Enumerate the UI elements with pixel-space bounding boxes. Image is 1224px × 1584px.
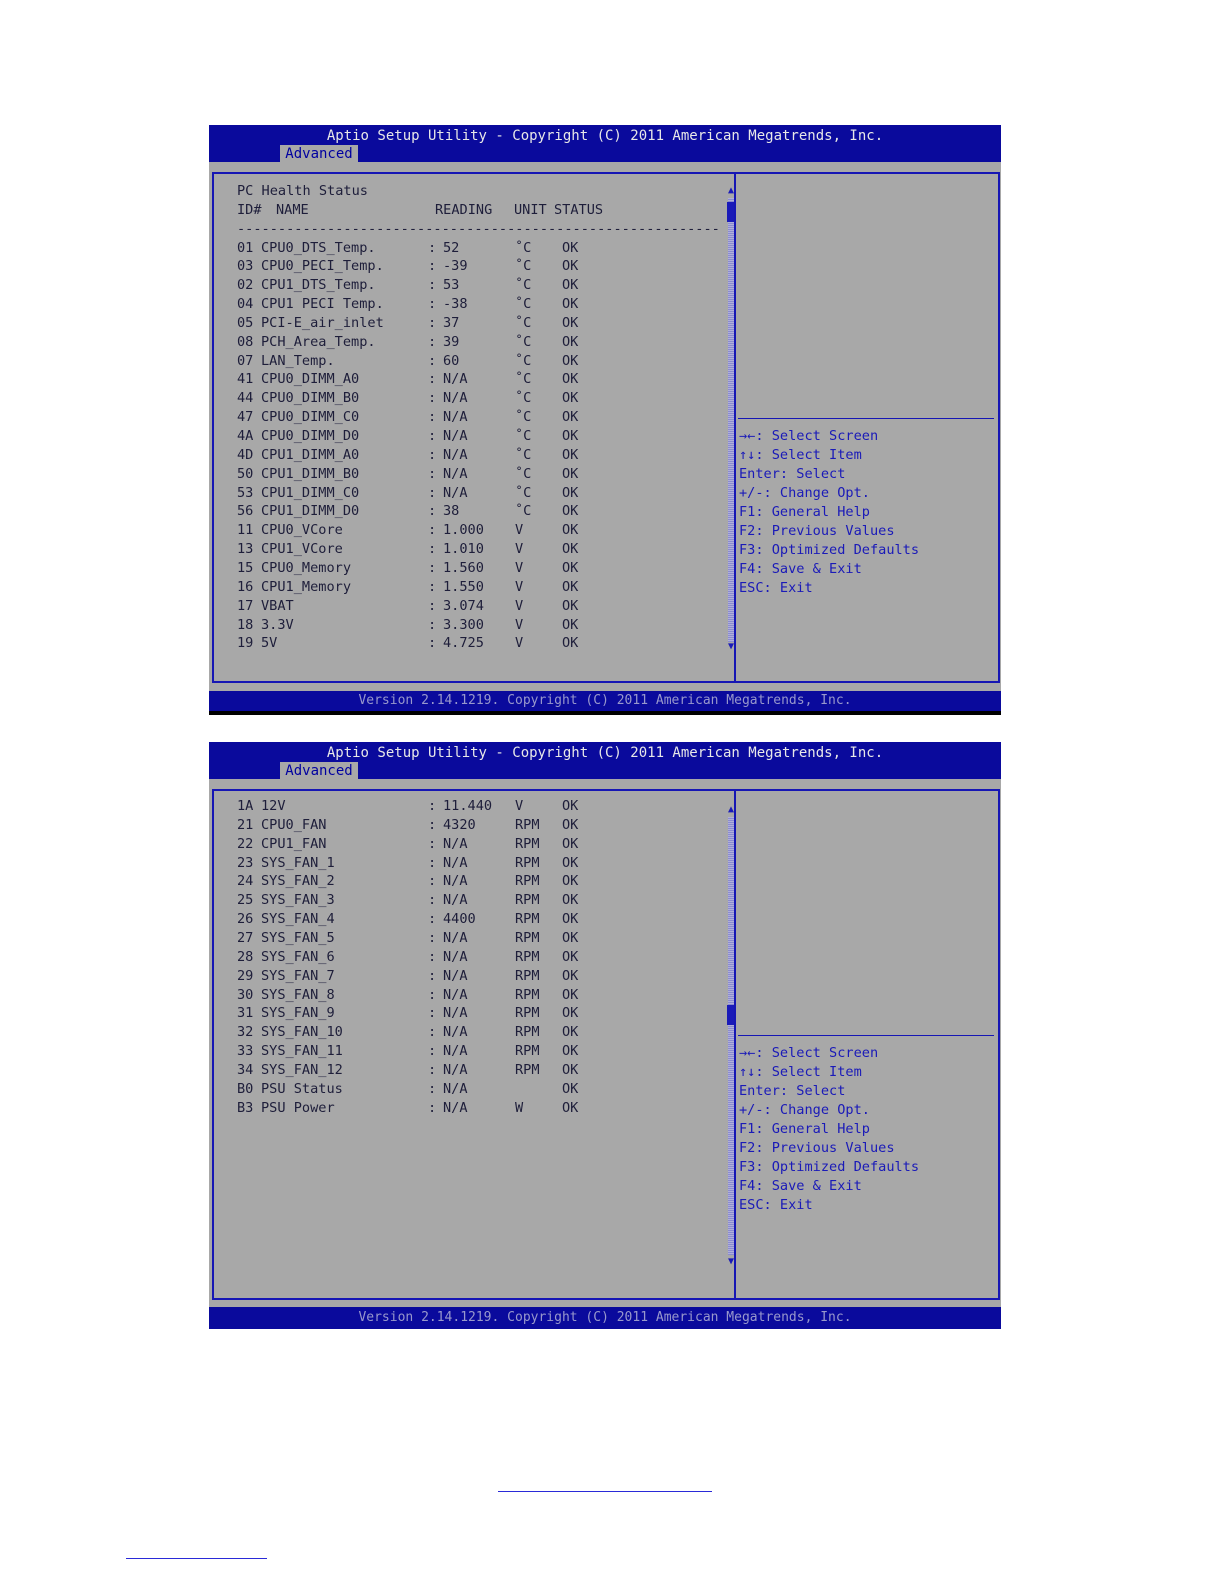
col-id: ID# [237, 202, 262, 218]
sensor-colon: : [428, 484, 437, 501]
sensor-status: OK [562, 559, 579, 576]
sensor-colon: : [428, 503, 437, 520]
sensor-unit: V [515, 635, 524, 652]
sensor-unit: ˚C [515, 333, 532, 350]
sensor-unit: V [515, 559, 524, 576]
col-name: NAME [276, 202, 309, 218]
help-line: ESC: Exit [739, 580, 813, 596]
sensor-status: OK [562, 239, 579, 256]
sensor-reading: 1.010 [443, 541, 484, 558]
sensor-reading: N/A [443, 1024, 468, 1041]
sensor-unit: V [515, 578, 524, 595]
sensor-colon: : [428, 446, 437, 463]
sensor-reading: N/A [443, 465, 468, 482]
sensor-id: 24 [237, 873, 254, 890]
sensor-name: SYS_FAN_1 [261, 854, 335, 871]
help-line: F1: General Help [739, 504, 870, 520]
sensor-id: 19 [237, 635, 254, 652]
sensor-status: OK [562, 371, 579, 388]
col-status: STATUS [554, 202, 604, 218]
version-footer: Version 2.14.1219. Copyright (C) 2011 American Megatrends, Inc. [209, 691, 1001, 715]
sensor-status: OK [562, 465, 579, 482]
sensor-status: OK [562, 503, 579, 520]
help-list [739, 1044, 919, 1215]
sensor-status: OK [562, 948, 579, 965]
sensor-name: CPU0_FAN [261, 816, 327, 833]
section-heading: PC Health Status [237, 183, 368, 199]
sensor-reading: N/A [443, 986, 468, 1003]
sensor-id: 17 [237, 597, 254, 614]
sensor-id: 47 [237, 409, 254, 426]
sensor-unit: ˚C [515, 258, 532, 275]
sensor-name: CPU0_DIMM_B0 [261, 390, 360, 407]
left-frame [212, 172, 736, 683]
sensor-name: CPU0_DIMM_A0 [261, 371, 360, 388]
sensor-id: 23 [237, 854, 254, 871]
sensor-colon: : [428, 892, 437, 909]
sensor-colon: : [428, 522, 437, 539]
sensor-name: CPU1_DTS_Temp. [261, 277, 376, 294]
help-line: Enter: Select [739, 1083, 846, 1099]
sensor-unit: ˚C [515, 239, 532, 256]
sensor-id: 21 [237, 816, 254, 833]
sensor-colon: : [428, 854, 437, 871]
help-line: →←: Select Screen [739, 428, 879, 444]
help-line: F4: Save & Exit [739, 1178, 862, 1194]
sensor-colon: : [428, 635, 437, 652]
sensor-status: OK [562, 446, 579, 463]
sensor-status: OK [562, 835, 579, 852]
sensor-status: OK [562, 873, 579, 890]
sensor-unit: RPM [515, 911, 540, 928]
help-line: ↑↓: Select Item [739, 447, 862, 463]
help-line: ESC: Exit [739, 1197, 813, 1213]
sensor-name: 3.3V [261, 616, 294, 633]
bios-screen-2 [209, 742, 1001, 1329]
sensor-reading: N/A [443, 371, 468, 388]
sensor-name: CPU0_VCore [261, 522, 343, 539]
version-footer: Version 2.14.1219. Copyright (C) 2011 American Megatrends, Inc. [209, 1308, 1001, 1329]
sensor-unit: ˚C [515, 465, 532, 482]
sensor-id: 16 [237, 578, 254, 595]
scroll-up-arrow-icon[interactable]: ▲ [727, 804, 735, 815]
sensor-id: 29 [237, 967, 254, 984]
sensor-status: OK [562, 986, 579, 1003]
sensor-status: OK [562, 911, 579, 928]
sensor-reading: -38 [443, 296, 468, 313]
sensor-unit: ˚C [515, 277, 532, 294]
sensor-colon: : [428, 798, 437, 814]
sensor-colon: : [428, 409, 437, 426]
sensor-reading: N/A [443, 428, 468, 444]
sensor-name: SYS_FAN_2 [261, 873, 335, 890]
sensor-id: 28 [237, 948, 254, 965]
help-line: Enter: Select [739, 466, 846, 482]
sensor-id: 50 [237, 465, 254, 482]
sensor-id: 53 [237, 484, 254, 501]
sensor-name: SYS_FAN_9 [261, 1005, 335, 1022]
sensor-reading: N/A [443, 1005, 468, 1022]
tab-advanced[interactable]: Advanced [280, 145, 358, 164]
sensor-unit: ˚C [515, 371, 532, 388]
sensor-id: 27 [237, 929, 254, 946]
sensor-colon: : [428, 352, 437, 369]
sensor-reading: N/A [443, 1099, 468, 1116]
sensor-colon: : [428, 296, 437, 313]
tab-advanced[interactable]: Advanced [280, 762, 358, 781]
sensor-reading: N/A [443, 892, 468, 909]
sensor-status: OK [562, 277, 579, 294]
help-divider [738, 418, 994, 419]
sensor-status: OK [562, 1099, 579, 1116]
sensor-name: CPU1_DIMM_A0 [261, 446, 360, 463]
sensor-reading: 38 [443, 503, 460, 520]
sensor-colon: : [428, 1099, 437, 1116]
sensor-colon: : [428, 428, 437, 444]
sensor-status: OK [562, 409, 579, 426]
sensor-reading: N/A [443, 390, 468, 407]
sensor-name: PSU Status [261, 1080, 343, 1097]
sensor-unit: RPM [515, 1024, 540, 1041]
sensor-id: 32 [237, 1024, 254, 1041]
sensor-name: PCI-E_air_inlet [261, 314, 384, 331]
scroll-down-arrow-icon[interactable]: ▼ [727, 1256, 735, 1267]
sensor-name: SYS_FAN_7 [261, 967, 335, 984]
sensor-id: 31 [237, 1005, 254, 1022]
sensor-name: LAN_Temp. [261, 352, 335, 369]
sensor-colon: : [428, 986, 437, 1003]
sensor-status: OK [562, 1005, 579, 1022]
sensor-id: 13 [237, 541, 254, 558]
col-unit: UNIT [514, 202, 547, 218]
sensor-name: CPU1_DIMM_B0 [261, 465, 360, 482]
app-title: Aptio Setup Utility - Copyright (C) 2011 American Megatrends, Inc. [326, 745, 884, 761]
column-headers [237, 201, 604, 220]
sensor-name: CPU1_DIMM_C0 [261, 484, 360, 501]
left-frame [212, 789, 736, 1300]
help-line: ↑↓: Select Item [739, 1064, 862, 1080]
sensor-name: 12V [261, 798, 286, 814]
sensor-name: PSU Power [261, 1099, 335, 1116]
sensor-colon: : [428, 1080, 437, 1097]
footer-edge [209, 711, 1001, 715]
sensor-unit: V [515, 616, 524, 633]
sensor-reading: N/A [443, 409, 468, 426]
sensor-id: 01 [237, 239, 254, 256]
sensor-id: 4A [237, 428, 254, 444]
sensor-name: CPU1_VCore [261, 541, 343, 558]
sensor-unit: RPM [515, 873, 540, 890]
sensor-name: CPU1_Memory [261, 578, 352, 595]
help-line: →←: Select Screen [739, 1045, 879, 1061]
sensor-reading: 52 [443, 239, 460, 256]
sensor-id: 18 [237, 616, 254, 633]
sensor-reading: 39 [443, 333, 460, 350]
sensor-unit: RPM [515, 1061, 540, 1078]
sensor-reading: N/A [443, 1080, 468, 1097]
sensor-id: 44 [237, 390, 254, 407]
sensor-reading: 11.440 [443, 798, 493, 814]
sensor-id: 04 [237, 296, 254, 313]
sensor-status: OK [562, 578, 579, 595]
sensor-id: 30 [237, 986, 254, 1003]
help-line: F3: Optimized Defaults [739, 1159, 920, 1175]
sensor-unit: RPM [515, 816, 540, 833]
sensor-status: OK [562, 892, 579, 909]
sensor-status: OK [562, 635, 579, 652]
col-reading: READING [435, 202, 493, 218]
sensor-reading: -39 [443, 258, 468, 275]
sensor-id: 07 [237, 352, 254, 369]
sensor-name: SYS_FAN_8 [261, 986, 335, 1003]
sensor-status: OK [562, 967, 579, 984]
sensor-unit: W [515, 1099, 524, 1116]
sensor-colon: : [428, 333, 437, 350]
sensor-colon: : [428, 314, 437, 331]
app-title: Aptio Setup Utility - Copyright (C) 2011 American Megatrends, Inc. [326, 128, 884, 144]
sensor-reading: N/A [443, 1061, 468, 1078]
sensor-name: SYS_FAN_12 [261, 1061, 343, 1078]
sensor-colon: : [428, 465, 437, 482]
sensor-status: OK [562, 616, 579, 633]
sensor-status: OK [562, 352, 579, 369]
sensor-name: VBAT [261, 597, 294, 614]
sensor-unit: RPM [515, 854, 540, 871]
sensor-name: CPU1_FAN [261, 835, 327, 852]
help-line: +/-: Change Opt. [739, 1102, 870, 1118]
sensor-reading: 1.550 [443, 578, 484, 595]
sensor-unit: ˚C [515, 314, 532, 331]
sensor-colon: : [428, 967, 437, 984]
sensor-status: OK [562, 816, 579, 833]
sensor-name: CPU0_DTS_Temp. [261, 239, 376, 256]
help-divider [738, 1035, 994, 1036]
help-line: F4: Save & Exit [739, 561, 862, 577]
sensor-id: 22 [237, 835, 254, 852]
scroll-down-arrow-icon[interactable]: ▼ [727, 641, 735, 652]
sensor-status: OK [562, 390, 579, 407]
sensor-id: 25 [237, 892, 254, 909]
help-list [739, 427, 919, 598]
sensor-reading: N/A [443, 929, 468, 946]
sensor-reading: 60 [443, 352, 460, 369]
help-line: +/-: Change Opt. [739, 485, 870, 501]
sensor-id: 15 [237, 559, 254, 576]
sensor-name: CPU0_DIMM_C0 [261, 409, 360, 426]
sensor-name: CPU0_Memory [261, 559, 352, 576]
sensor-name: SYS_FAN_5 [261, 929, 335, 946]
sensor-id: 03 [237, 258, 254, 275]
sensor-reading: 4.725 [443, 635, 484, 652]
sensor-reading: 4320 [443, 816, 476, 833]
sensor-name: SYS_FAN_10 [261, 1024, 343, 1041]
sensor-reading: N/A [443, 873, 468, 890]
sensor-id: 41 [237, 371, 254, 388]
sensor-reading: N/A [443, 967, 468, 984]
sensor-reading: N/A [443, 854, 468, 871]
sensor-id: 11 [237, 522, 254, 539]
sensor-colon: : [428, 1043, 437, 1060]
sensor-colon: : [428, 911, 437, 928]
sensor-status: OK [562, 333, 579, 350]
sensor-status: OK [562, 484, 579, 501]
sensor-reading: N/A [443, 1043, 468, 1060]
main-panel [209, 787, 1001, 1307]
sensor-colon: : [428, 597, 437, 614]
sensor-unit: RPM [515, 1043, 540, 1060]
sensor-unit: ˚C [515, 503, 532, 520]
sensor-colon: : [428, 948, 437, 965]
sensor-name: CPU1 PECI Temp. [261, 296, 384, 313]
sensor-status: OK [562, 1043, 579, 1060]
sensor-status: OK [562, 1024, 579, 1041]
sensor-status: OK [562, 314, 579, 331]
sensor-colon: : [428, 873, 437, 890]
sensor-unit: RPM [515, 1005, 540, 1022]
sensor-status: OK [562, 541, 579, 558]
sensor-id: 1A [237, 798, 254, 814]
sensor-name: 5V [261, 635, 278, 652]
sensor-status: OK [562, 258, 579, 275]
page-link-underline[interactable] [498, 1491, 712, 1492]
footnote-link-underline[interactable] [126, 1558, 267, 1559]
sensor-colon: : [428, 1005, 437, 1022]
sensor-name: SYS_FAN_4 [261, 911, 335, 928]
main-panel [209, 170, 1001, 691]
sensor-name: CPU0_DIMM_D0 [261, 428, 360, 444]
sensor-colon: : [428, 929, 437, 946]
sensor-colon: : [428, 578, 437, 595]
sensor-id: 34 [237, 1061, 254, 1078]
sensor-name: CPU1_DIMM_D0 [261, 503, 360, 520]
sensor-name: SYS_FAN_11 [261, 1043, 343, 1060]
sensor-reading: N/A [443, 835, 468, 852]
sensor-unit: V [515, 798, 524, 814]
sensor-id: B0 [237, 1080, 254, 1097]
sensor-reading: 1.000 [443, 522, 484, 539]
sensor-name: PCH_Area_Temp. [261, 333, 376, 350]
help-line: F1: General Help [739, 1121, 870, 1137]
sensor-status: OK [562, 522, 579, 539]
sensor-reading: 4400 [443, 911, 476, 928]
sensor-colon: : [428, 258, 437, 275]
sensor-colon: : [428, 390, 437, 407]
sensor-colon: : [428, 616, 437, 633]
sensor-name: SYS_FAN_3 [261, 892, 335, 909]
sensor-status: OK [562, 854, 579, 871]
sensor-unit: V [515, 597, 524, 614]
sensor-colon: : [428, 277, 437, 294]
sensor-colon: : [428, 1061, 437, 1078]
sensor-status: OK [562, 798, 579, 814]
sensor-name: SYS_FAN_6 [261, 948, 335, 965]
sensor-unit: V [515, 541, 524, 558]
help-line: F3: Optimized Defaults [739, 542, 920, 558]
sensor-id: 56 [237, 503, 254, 520]
sensor-reading: 3.074 [443, 597, 484, 614]
sensor-colon: : [428, 835, 437, 852]
divider: ----------------------------------------------------------- [237, 221, 720, 237]
sensor-unit: ˚C [515, 428, 532, 444]
sensor-status: OK [562, 1080, 579, 1097]
sensor-status: OK [562, 597, 579, 614]
sensor-unit: ˚C [515, 484, 532, 501]
sensor-id: 02 [237, 277, 254, 294]
sensor-colon: : [428, 371, 437, 388]
sensor-colon: : [428, 559, 437, 576]
sensor-unit: RPM [515, 986, 540, 1003]
sensor-unit: RPM [515, 835, 540, 852]
help-line: F2: Previous Values [739, 523, 895, 539]
sensor-status: OK [562, 296, 579, 313]
bios-screen-1 [209, 125, 1001, 715]
sensor-name: CPU0_PECI_Temp. [261, 258, 384, 275]
sensor-unit: RPM [515, 892, 540, 909]
sensor-reading: 3.300 [443, 616, 484, 633]
sensor-id: 08 [237, 333, 254, 350]
sensor-colon: : [428, 541, 437, 558]
sensor-reading: 53 [443, 277, 460, 294]
sensor-colon: : [428, 239, 437, 256]
sensor-status: OK [562, 1061, 579, 1078]
sensor-reading: N/A [443, 484, 468, 501]
sensor-reading: N/A [443, 446, 468, 463]
sensor-colon: : [428, 816, 437, 833]
sensor-unit: ˚C [515, 446, 532, 463]
sensor-id: 4D [237, 446, 254, 463]
sensor-unit: ˚C [515, 390, 532, 407]
sensor-id: 26 [237, 911, 254, 928]
sensor-unit: ˚C [515, 409, 532, 426]
sensor-unit: ˚C [515, 296, 532, 313]
sensor-unit: ˚C [515, 352, 532, 369]
sensor-id: B3 [237, 1099, 254, 1116]
sensor-reading: 37 [443, 314, 460, 331]
sensor-colon: : [428, 1024, 437, 1041]
sensor-unit: RPM [515, 967, 540, 984]
sensor-reading: 1.560 [443, 559, 484, 576]
sensor-id: 05 [237, 314, 254, 331]
sensor-status: OK [562, 428, 579, 444]
sensor-unit: RPM [515, 929, 540, 946]
scroll-up-arrow-icon[interactable]: ▲ [727, 185, 735, 196]
sensor-reading: N/A [443, 948, 468, 965]
sensor-status: OK [562, 929, 579, 946]
sensor-id: 33 [237, 1043, 254, 1060]
sensor-unit: V [515, 522, 524, 539]
sensor-unit: RPM [515, 948, 540, 965]
help-line: F2: Previous Values [739, 1140, 895, 1156]
